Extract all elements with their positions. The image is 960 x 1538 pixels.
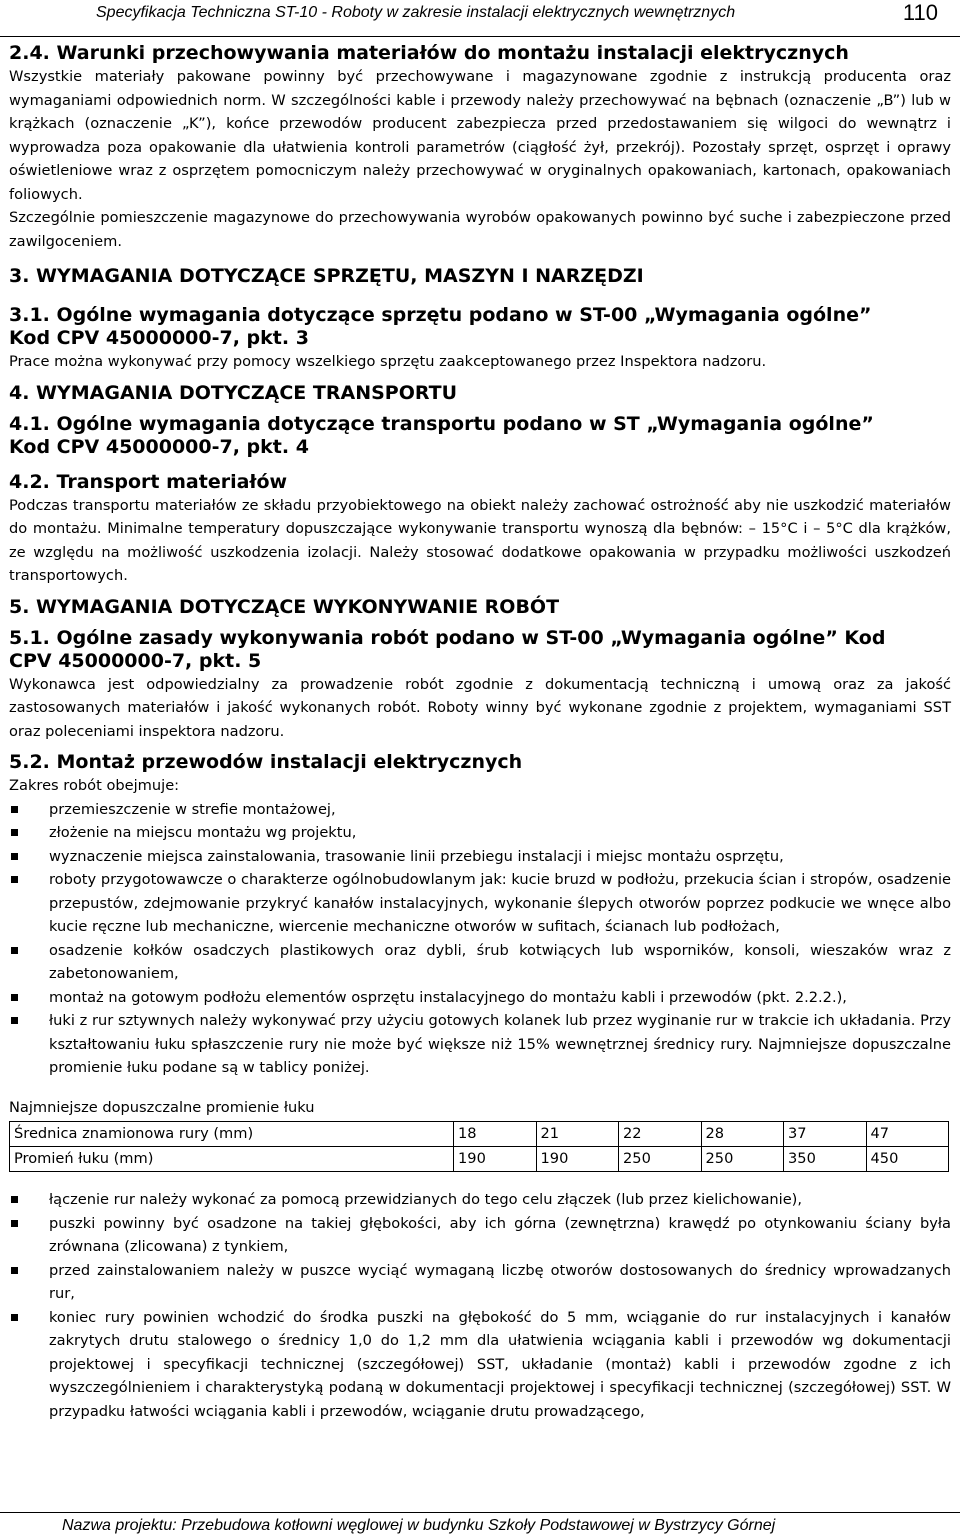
list-item: montaż na gotowym podłożu elementów osprzętu instalacyjnego do montażu kabli i przewodów (pkt. 2.2.2.),: [9, 986, 951, 1010]
list-item: przed zainstalowaniem należy w puszce wyciąć wymaganą liczbę otworów dostosowanych do średnicy wprowadzanych rur,: [9, 1259, 951, 1306]
table-cell: 190: [536, 1147, 619, 1172]
list-item: złożenie na miejscu montażu wg projektu,: [9, 821, 951, 845]
section-heading-5: 5. WYMAGANIA DOTYCZĄCE WYKONYWANIE ROBÓT: [9, 595, 560, 618]
table-cell: 450: [866, 1147, 949, 1172]
table-cell: 37: [784, 1122, 867, 1147]
paragraph: Prace można wykonywać przy pomocy wszelkiego sprzętu zaakceptowanego przez Inspektora nadzoru.: [9, 353, 767, 370]
section-heading-4: 4. WYMAGANIA DOTYCZĄCE TRANSPORTU: [9, 381, 458, 404]
table-cell: 47: [866, 1122, 949, 1147]
list-item: koniec rury powinien wchodzić do środka puszki na głębokość do 5 mm, wciąganie do rur instalacyjnych i kanałów zakrytych drutu stalowego o średnicy 1,0 do 1,2 mm dla ułatwienia wciągania kabli i przewodów wg dokumentacji projektowej i specyfikacji technicznej (szczegółowej) SST, układanie (montaż) kabli i przewodów zgodne z ich wyszczególnieniem i charakterystyką podaną w dokumentacji projektowej i specyfikacji technicznej (szczegółowej) SST. W przypadku łatwości wciągania kabli i przewodów, wciąganie drutu prowadzącego,: [9, 1306, 951, 1424]
scope-label: Zakres robót obejmuje:: [9, 777, 180, 794]
table-cell: 250: [701, 1147, 784, 1172]
section-heading-5-1-cont: CPV 45000000-7, pkt. 5: [9, 649, 262, 672]
table-cell: 190: [454, 1147, 537, 1172]
additional-list: [9, 1188, 951, 1423]
table-cell: Średnica znamionowa rury (mm): [10, 1122, 454, 1147]
table-row: [10, 1147, 949, 1172]
paragraph: Szczególnie pomieszczenie magazynowe do przechowywania wyrobów opakowanych powinno być suche i zabezpieczone przed zawilgoceniem.: [9, 209, 951, 250]
section-heading-5-2: 5.2. Montaż przewodów instalacji elektrycznych: [9, 751, 523, 773]
list-item: puszki powinny być osadzone na takiej głębokości, aby ich górna (zewnętrzna) krawędź po otynkowaniu ściany była zrównana (zlicowana) z tynkiem,: [9, 1212, 951, 1259]
table-cell: 28: [701, 1122, 784, 1147]
section-heading-4-1: 4.1. Ogólne wymagania dotyczące transportu podano w ST „Wymagania ogólne”: [9, 412, 874, 435]
section-heading-5-1: 5.1. Ogólne zasady wykonywania robót podano w ST-00 „Wymagania ogólne” Kod: [9, 626, 886, 649]
page-number: 110: [902, 0, 938, 25]
bend-radius-table: [9, 1121, 949, 1172]
paragraph: Wykonawca jest odpowiedzialny za prowadzenie robót zgodnie z dokumentacją techniczną i umową oraz za jakość zastosowanych materiałów i jakość wykonanych robót. Roboty winny być wykonane zgodnie z projektem, wymaganiami SST oraz poleceniami inspektora nadzoru.: [9, 675, 951, 740]
paragraph: Podczas transportu materiałów ze składu przyobiektowego na obiekt należy zachować ostrożność aby nie uszkodzić materiałów do montażu. Minimalne temperatury dopuszczające wykonywanie transportu wynoszą dla bębnów: – 15°C i – 5°C dla krążków, ze względu na możliwość uszkodzenia izolacji. Należy stosować dodatkowe opakowania w przypadku możliwości uszkodzeń transportowych.: [9, 496, 951, 584]
header-title: Specyfikacja Techniczna ST-10 - Roboty w zakresie instalacji elektrycznych wewnętrznych: [96, 4, 736, 21]
section-heading-3-1-cont: Kod CPV 45000000-7, pkt. 3: [9, 327, 309, 349]
list-item: łuki z rur sztywnych należy wykonywać przy użyciu gotowych kolanek lub przez wyginanie rur w trakcie ich układania. Przy kształtowaniu łuku spłaszczenie rury nie może być większe niż 15% wewnętrznej średnicy rury. Najmniejsze dopuszczalne promienie łuku podane są w tablicy poniżej.: [9, 1009, 951, 1080]
table-cell: 18: [454, 1122, 537, 1147]
list-item: roboty przygotowawcze o charakterze ogólnobudowlanym jak: kucie bruzd w podłożu, przekucia ścian i stropów, osadzenie przepustów, zdejmowanie przykryć kanałów instalacyjnych, wykonanie ślepych otworów poprzez podkucie we wnęce albo kucie ręczne lub mechaniczne, wiercenie mechaniczne otworów w sufitach, ścianach lub podłożach,: [9, 868, 951, 939]
page-footer: [0, 1512, 960, 1538]
section-heading-4-2: 4.2. Transport materiałów: [9, 470, 288, 493]
list-item: przemieszczenie w strefie montażowej,: [9, 798, 951, 822]
table-cell: Promień łuku (mm): [10, 1147, 454, 1172]
list-item: wyznaczenie miejsca zainstalowania, trasowanie linii przebiegu instalacji i miejsc montażu osprzętu,: [9, 845, 951, 869]
table-row: [10, 1122, 949, 1147]
list-item: łączenie rur należy wykonać za pomocą przewidzianych do tego celu złączek (lub przez kielichowanie),: [9, 1188, 951, 1212]
table-cell: 22: [619, 1122, 702, 1147]
section-heading-3: 3. WYMAGANIA DOTYCZĄCE SPRZĘTU, MASZYN I NARZĘDZI: [9, 265, 644, 287]
table-cell: 21: [536, 1122, 619, 1147]
scope-list: [9, 798, 951, 1080]
table-caption: Najmniejsze dopuszczalne promienie łuku: [9, 1098, 315, 1116]
list-item: osadzenie kołków osadczych plastikowych oraz dybli, śrub kotwiących lub wsporników, konsoli, wieszaków wraz z zabetonowaniem,: [9, 939, 951, 986]
section-heading-2-4: 2.4. Warunki przechowywania materiałów do montażu instalacji elektrycznych: [9, 42, 849, 64]
table-cell: 250: [619, 1147, 702, 1172]
paragraph: Wszystkie materiały pakowane powinny być przechowywane i magazynowane zgodnie z instrukcją producenta oraz wymaganiami odpowiednich norm. W szczególności kable i przewody należy przechowywać na bębnach (oznaczenie „B”) lub w krążkach (oznaczenie „K”), końce przewodów producent zabezpiecza przed przedostawaniem się wilgoci do wewnątrz i wyprowadza poza opakowanie dla ułatwienia kontroli parametrów (ciągłość żył, przekrój). Pozostały sprzęt, osprzęt i oprawy oświetleniowe wraz z osprzętem pomocniczym należy przechowywać w oryginalnych opakowaniach, kartonach, opakowaniach foliowych.: [9, 68, 951, 203]
document-body: [9, 42, 951, 1423]
section-heading-3-1: 3.1. Ogólne wymagania dotyczące sprzętu podano w ST-00 „Wymagania ogólne”: [9, 304, 872, 326]
section-heading-4-1-cont: Kod CPV 45000000-7, pkt. 4: [9, 435, 309, 458]
page-header: [0, 0, 960, 37]
table-cell: 350: [784, 1147, 867, 1172]
footer-project-name: Nazwa projektu: Przebudowa kotłowni węglowej w budynku Szkoły Podstawowej w Bystrzycy Górnej: [62, 1517, 776, 1534]
